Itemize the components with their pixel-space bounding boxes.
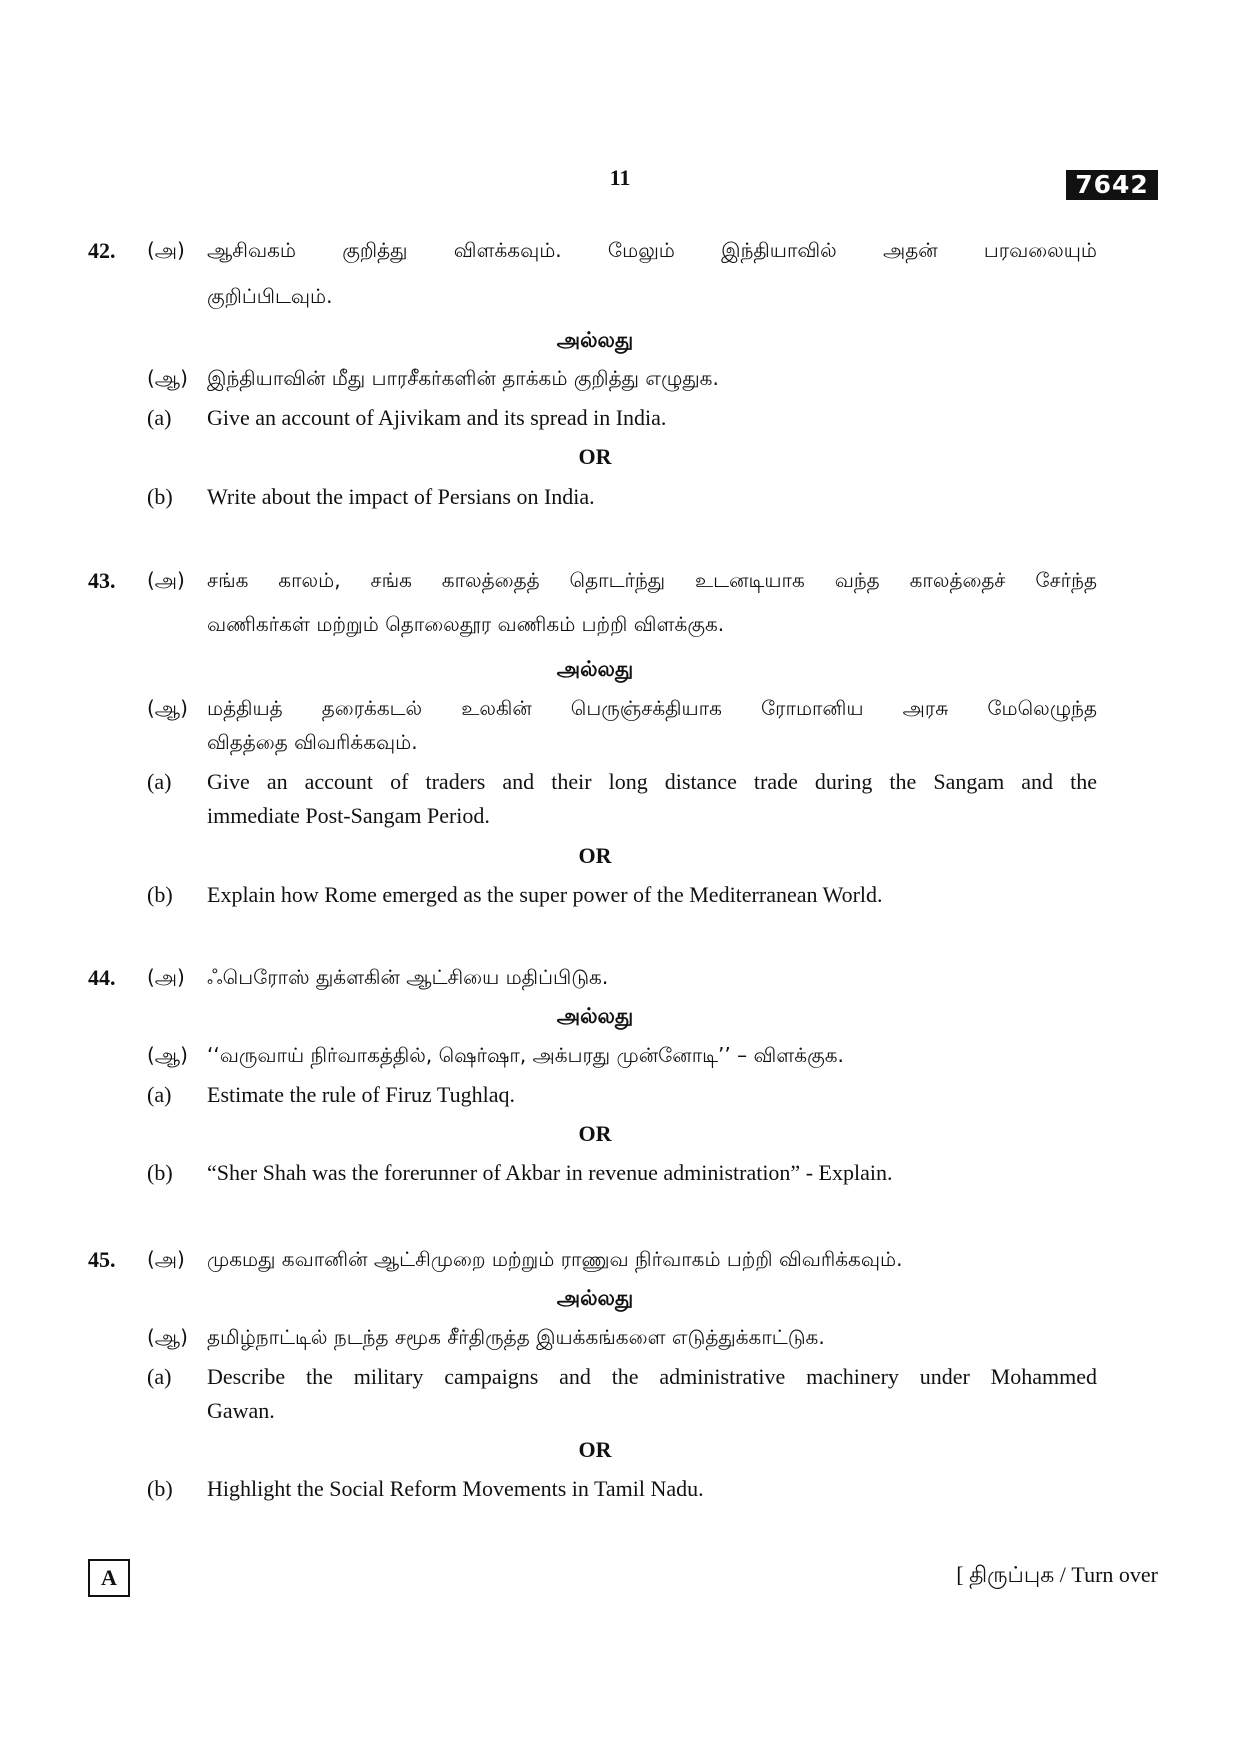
question-number: 44. <box>88 965 116 990</box>
question-number: 43. <box>88 568 116 593</box>
option-label: (அ) <box>147 568 185 592</box>
option-label: (b) <box>147 882 173 907</box>
or-divider: OR <box>578 444 612 469</box>
option-label: (அ) <box>147 965 185 989</box>
turn-over-note: [ திருப்புக / Turn over <box>956 1562 1158 1587</box>
or-divider: OR <box>578 843 612 868</box>
question-number: 42. <box>88 238 116 263</box>
question-text-tamil: வணிகர்கள் மற்றும் தொலைதூர வணிகம் பற்றி விளக்குக. <box>207 612 725 636</box>
question-text-english: Highlight the Social Reform Movements in Tamil Nadu. <box>207 1476 704 1501</box>
question-number: 45. <box>88 1247 116 1272</box>
option-label: (a) <box>147 1364 172 1389</box>
or-divider-tamil: அல்லது <box>556 1286 634 1310</box>
option-label: (ஆ) <box>147 696 188 720</box>
version-box: A <box>88 1559 130 1597</box>
question-text-tamil: விதத்தை விவரிக்கவும். <box>207 730 418 754</box>
option-label: (ஆ) <box>147 366 188 390</box>
question-text-english: Give an account of Ajivikam and its spread in India. <box>207 405 667 430</box>
page-number: 11 <box>609 165 631 190</box>
option-label: (a) <box>147 769 172 794</box>
option-label: (b) <box>147 1160 173 1185</box>
or-divider-tamil: அல்லது <box>556 328 634 352</box>
paper-code-badge: 7642 <box>1066 170 1158 200</box>
option-label: (அ) <box>147 1247 185 1271</box>
question-text-tamil: தமிழ்நாட்டில் நடந்த சமூக சீர்திருத்த இயக்கங்களை எடுத்துக்காட்டுக. <box>207 1325 825 1349</box>
question-text-tamil: இந்தியாவின் மீது பாரசீகர்களின் தாக்கம் குறித்து எழுதுக. <box>207 366 719 390</box>
question-text-tamil: மத்தியத் தரைக்கடல் உலகின் பெருஞ்சக்தியாக ரோமானிய அரசு மேலெழுந்த <box>207 696 1097 720</box>
option-label: (ஆ) <box>147 1325 188 1349</box>
question-text-tamil: முகமது கவானின் ஆட்சிமுறை மற்றும் ராணுவ நிர்வாகம் பற்றி விவரிக்கவும். <box>207 1247 903 1271</box>
option-label: (b) <box>147 484 173 509</box>
question-text-tamil: ஆசிவகம் குறித்து விளக்கவும். மேலும் இந்தியாவில் அதன் பரவலையும் <box>207 238 1097 262</box>
option-label: (b) <box>147 1476 173 1501</box>
option-label: (அ) <box>147 238 185 262</box>
or-divider-tamil: அல்லது <box>556 657 634 681</box>
question-text-english: Give an account of traders and their long distance trade during the Sangam and the <box>207 769 1097 794</box>
question-text-english: Estimate the rule of Firuz Tughlaq. <box>207 1082 515 1107</box>
option-label: (ஆ) <box>147 1043 188 1067</box>
question-text-english: Describe the military campaigns and the administrative machinery under Mohammed <box>207 1364 1097 1389</box>
or-divider: OR <box>578 1437 612 1462</box>
question-text-tamil: ஃபெரோஸ் துக்ளகின் ஆட்சியை மதிப்பிடுக. <box>207 965 609 989</box>
question-text-english: Write about the impact of Persians on India. <box>207 484 595 509</box>
question-text-tamil: சங்க காலம், சங்க காலத்தைத் தொடர்ந்து உடனடியாக வந்த காலத்தைச் சேர்ந்த <box>207 568 1097 592</box>
option-label: (a) <box>147 405 172 430</box>
question-text-english: immediate Post-Sangam Period. <box>207 803 490 828</box>
question-text-english: Explain how Rome emerged as the super power of the Mediterranean World. <box>207 882 883 907</box>
option-label: (a) <box>147 1082 172 1107</box>
question-text-english: “Sher Shah was the forerunner of Akbar in revenue administration” - Explain. <box>207 1160 893 1185</box>
question-text-tamil: ‘‘வருவாய் நிர்வாகத்தில், ஷெர்ஷா, அக்பரது முன்னோடி’’ – விளக்குக. <box>207 1043 844 1067</box>
question-text-english: Gawan. <box>207 1398 275 1423</box>
question-text-tamil: குறிப்பிடவும். <box>207 284 333 308</box>
or-divider: OR <box>578 1121 612 1146</box>
or-divider-tamil: அல்லது <box>556 1004 634 1028</box>
